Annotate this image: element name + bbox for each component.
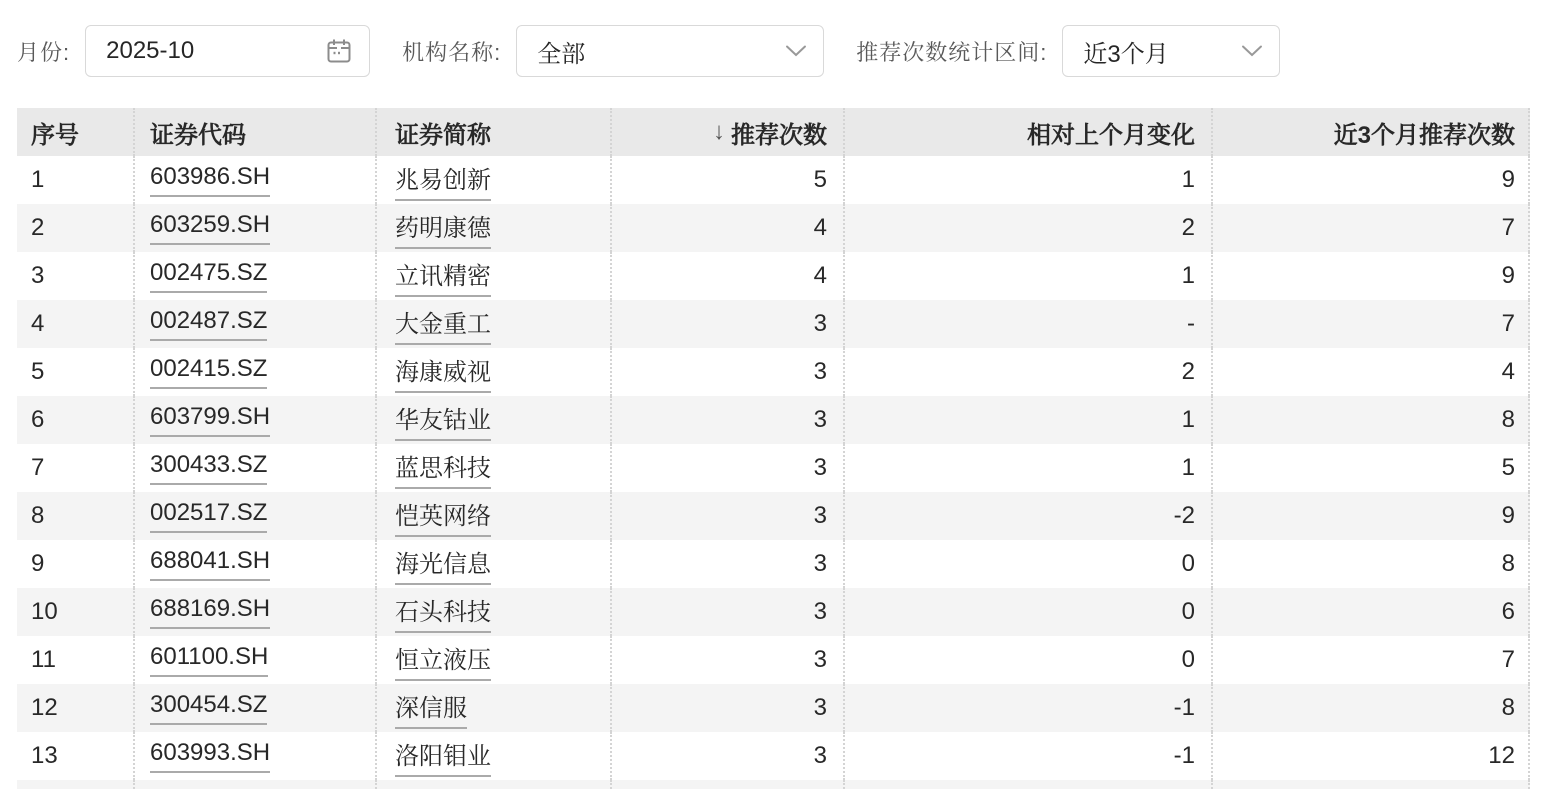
- header-recent-3m: 近3个月推荐次数: [1213, 108, 1530, 156]
- table-cell: [377, 636, 612, 684]
- stock-code-link[interactable]: 300433.SZ: [150, 451, 267, 485]
- recent-3m-cell: 7: [1213, 636, 1530, 684]
- table-row: [17, 636, 1530, 684]
- stock-code-link[interactable]: 688169.SH: [150, 595, 270, 629]
- institution-label: 机构名称:: [402, 39, 502, 65]
- table-cell: [135, 252, 377, 300]
- table-cell: [377, 300, 612, 348]
- table-cell: [377, 252, 612, 300]
- change-cell: 1: [845, 252, 1213, 300]
- period-value: 近3个月: [1083, 40, 1169, 68]
- rec-count-cell: 3: [612, 732, 845, 780]
- rec-count-cell: 3: [612, 492, 845, 540]
- table-row-partial: [17, 780, 1530, 789]
- calendar-icon[interactable]: [325, 37, 353, 65]
- table-cell: [135, 156, 377, 204]
- rec-count-cell: 3: [612, 684, 845, 732]
- change-cell: 0: [845, 636, 1213, 684]
- index-cell: 8: [17, 492, 135, 540]
- stock-name-link[interactable]: 洛阳钼业: [395, 736, 491, 777]
- stock-name-link[interactable]: 海光信息: [395, 544, 491, 585]
- change-cell: 1: [845, 156, 1213, 204]
- stock-code-link[interactable]: 002487.SZ: [150, 307, 267, 341]
- table-row: [17, 396, 1530, 444]
- stock-name-link[interactable]: 立讯精密: [395, 256, 491, 297]
- change-cell: 2: [845, 348, 1213, 396]
- rec-count-cell: 3: [612, 396, 845, 444]
- stock-code-link[interactable]: 002475.SZ: [150, 259, 267, 293]
- stock-code-link[interactable]: 603259.SH: [150, 211, 270, 245]
- recent-3m-cell: 9: [1213, 156, 1530, 204]
- table-cell: [135, 300, 377, 348]
- table-cell: [377, 348, 612, 396]
- change-cell: 1: [845, 444, 1213, 492]
- change-cell: 0: [845, 540, 1213, 588]
- stock-name-link[interactable]: 华友钴业: [395, 400, 491, 441]
- stock-name-link[interactable]: 兆易创新: [395, 160, 491, 201]
- recent-3m-cell: 6: [1213, 588, 1530, 636]
- stock-name-link[interactable]: 大金重工: [395, 304, 491, 345]
- stock-name-link[interactable]: 恺英网络: [395, 496, 491, 537]
- stock-name-link[interactable]: 恒立液压: [395, 640, 491, 681]
- stock-name-link[interactable]: 海康威视: [395, 352, 491, 393]
- recent-3m-cell: 8: [1213, 540, 1530, 588]
- table-row: [17, 684, 1530, 732]
- index-cell: 5: [17, 348, 135, 396]
- index-cell: 1: [17, 156, 135, 204]
- header-change: 相对上个月变化: [845, 108, 1213, 156]
- month-input[interactable]: [106, 37, 325, 65]
- index-cell: 4: [17, 300, 135, 348]
- rec-count-cell: 3: [612, 588, 845, 636]
- rec-count-cell: 3: [612, 348, 845, 396]
- stock-code-link[interactable]: 002517.SZ: [150, 499, 267, 533]
- recent-3m-cell: 8: [1213, 396, 1530, 444]
- table-cell: [377, 204, 612, 252]
- change-cell: 2: [845, 204, 1213, 252]
- stock-name-link[interactable]: 药明康德: [395, 208, 491, 249]
- table-row: [17, 444, 1530, 492]
- table-cell: [135, 732, 377, 780]
- table-cell: [377, 492, 612, 540]
- recommendation-table: [17, 108, 1530, 789]
- table-cell: [377, 444, 612, 492]
- index-cell: 2: [17, 204, 135, 252]
- institution-value: 全部: [537, 40, 586, 68]
- recent-3m-cell: 4: [1213, 348, 1530, 396]
- sort-desc-icon: ↓: [713, 118, 725, 145]
- table-cell: [135, 204, 377, 252]
- change-cell: -1: [845, 684, 1213, 732]
- table-header-row: [17, 108, 1530, 156]
- stock-name-link[interactable]: 深信服: [395, 688, 467, 729]
- recent-3m-cell: 9: [1213, 252, 1530, 300]
- rec-count-cell: 3: [612, 300, 845, 348]
- chevron-down-icon: [785, 44, 807, 58]
- index-cell: 3: [17, 252, 135, 300]
- header-name: 证券简称: [377, 108, 612, 156]
- institution-select[interactable]: [516, 25, 824, 77]
- index-cell: 6: [17, 396, 135, 444]
- table-cell: [377, 396, 612, 444]
- index-cell: 9: [17, 540, 135, 588]
- recent-3m-cell: 7: [1213, 204, 1530, 252]
- table-cell: [377, 588, 612, 636]
- recent-3m-cell: 5: [1213, 444, 1530, 492]
- stock-code-link[interactable]: 603799.SH: [150, 403, 270, 437]
- stock-name-link[interactable]: 蓝思科技: [395, 448, 491, 489]
- rec-count-cell: 5: [612, 156, 845, 204]
- month-picker[interactable]: [85, 25, 370, 77]
- table-cell: [135, 684, 377, 732]
- recent-3m-cell: 8: [1213, 684, 1530, 732]
- table-row: [17, 156, 1530, 204]
- filter-bar: [17, 25, 1544, 77]
- table-cell: [135, 396, 377, 444]
- chevron-down-icon: [1241, 44, 1263, 58]
- table-row: [17, 540, 1530, 588]
- table-cell: [135, 492, 377, 540]
- table-cell: [377, 540, 612, 588]
- stock-code-link[interactable]: 603993.SH: [150, 739, 270, 773]
- table-cell: [135, 444, 377, 492]
- stock-code-link[interactable]: 688041.SH: [150, 547, 270, 581]
- table-row: [17, 588, 1530, 636]
- table-row: [17, 492, 1530, 540]
- period-select[interactable]: [1062, 25, 1280, 77]
- table-row: [17, 204, 1530, 252]
- table-row: [17, 252, 1530, 300]
- rec-count-cell: 4: [612, 204, 845, 252]
- change-cell: -1: [845, 732, 1213, 780]
- change-cell: -: [845, 300, 1213, 348]
- change-cell: -2: [845, 492, 1213, 540]
- rec-count-cell: 4: [612, 252, 845, 300]
- month-label: 月份:: [17, 39, 71, 65]
- table-row: [17, 732, 1530, 780]
- table-row: [17, 300, 1530, 348]
- stock-code-link[interactable]: 601100.SH: [150, 643, 268, 677]
- change-cell: 0: [845, 588, 1213, 636]
- recent-3m-cell: 7: [1213, 300, 1530, 348]
- header-code: 证券代码: [135, 108, 377, 156]
- change-cell: 1: [845, 396, 1213, 444]
- recent-3m-cell: 12: [1213, 732, 1530, 780]
- table-cell: [377, 732, 612, 780]
- index-cell: 13: [17, 732, 135, 780]
- header-rec-count[interactable]: ↓ 推荐次数: [612, 108, 845, 156]
- table-cell: [135, 540, 377, 588]
- table-cell: [377, 156, 612, 204]
- table-cell: [135, 348, 377, 396]
- index-cell: 11: [17, 636, 135, 684]
- stock-code-link[interactable]: 300454.SZ: [150, 691, 267, 725]
- rec-count-cell: 3: [612, 636, 845, 684]
- header-index: 序号: [17, 108, 135, 156]
- index-cell: 7: [17, 444, 135, 492]
- rec-count-cell: 3: [612, 540, 845, 588]
- table-cell: [135, 588, 377, 636]
- index-cell: 12: [17, 684, 135, 732]
- table-row: [17, 348, 1530, 396]
- stock-code-link[interactable]: 002415.SZ: [150, 355, 267, 389]
- recent-3m-cell: 9: [1213, 492, 1530, 540]
- table-cell: [377, 684, 612, 732]
- rec-count-cell: 3: [612, 444, 845, 492]
- index-cell: 10: [17, 588, 135, 636]
- table-cell: [135, 636, 377, 684]
- stock-name-link[interactable]: 石头科技: [395, 592, 491, 633]
- period-label: 推荐次数统计区间:: [856, 39, 1048, 65]
- stock-code-link[interactable]: 603986.SH: [150, 163, 270, 197]
- table-body: [17, 156, 1530, 780]
